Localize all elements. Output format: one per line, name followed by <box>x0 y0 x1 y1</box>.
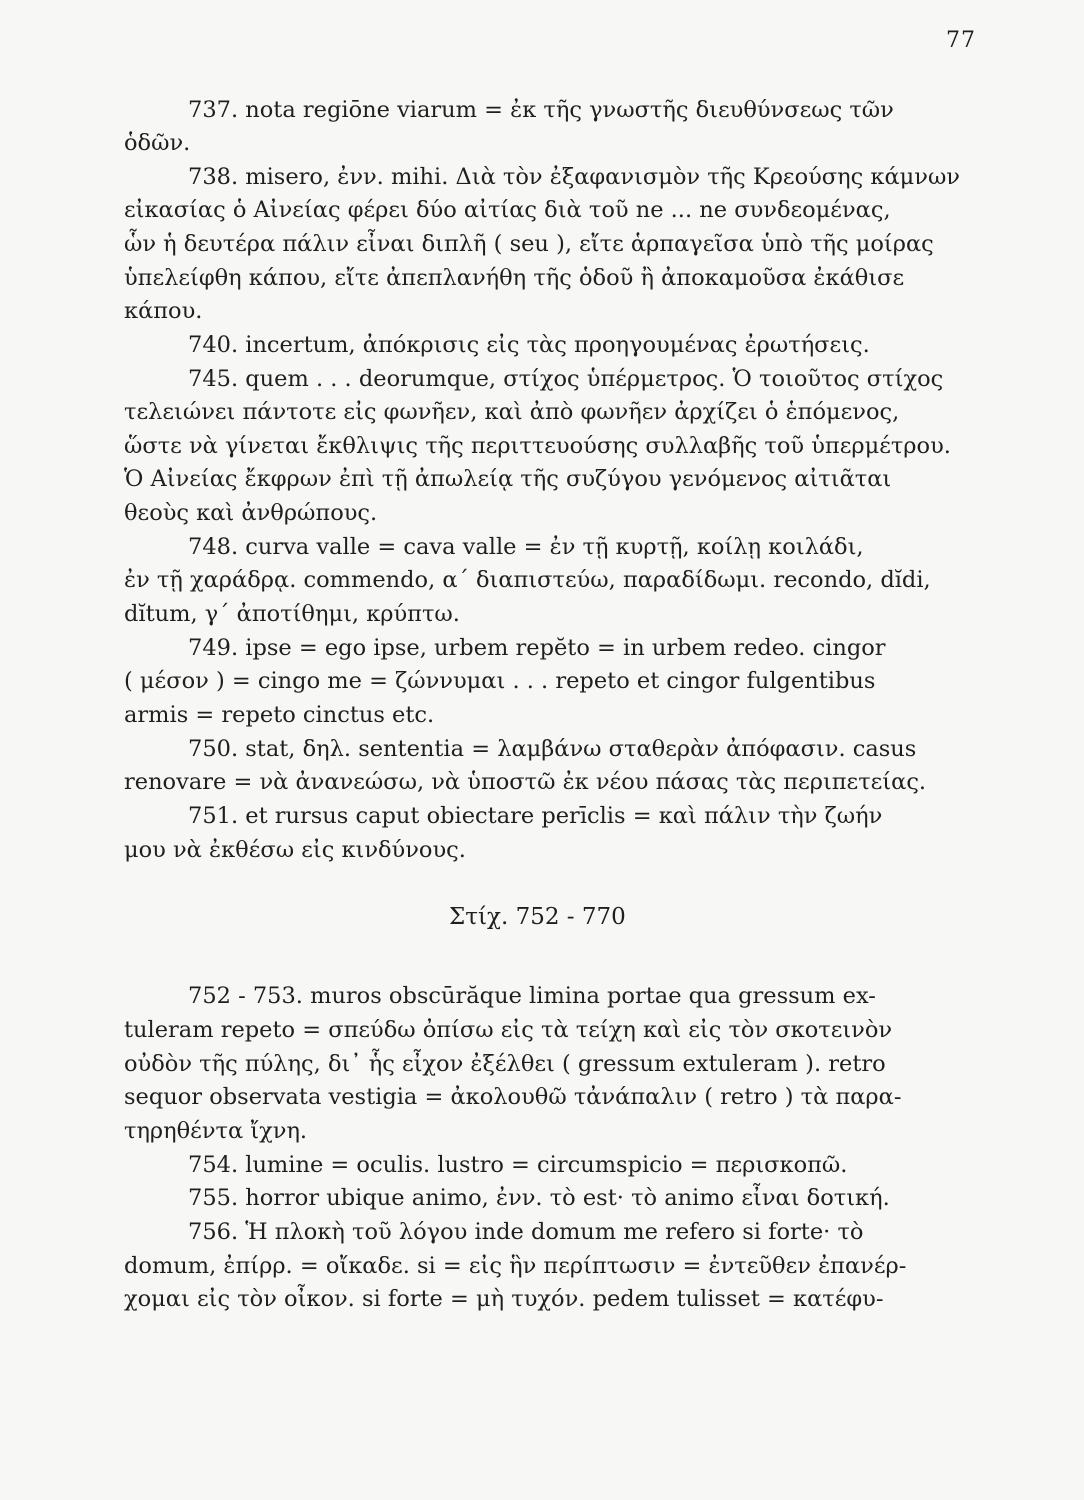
section-heading: Στίχ. 752 - 770 <box>449 904 626 930</box>
commentary-line: sequor observata vestigia = ἀκολουθῶ τἀνάπαλιν ( retro ) τὰ παρα- <box>124 1084 902 1110</box>
commentary-line: τηρηθέντα ἴχνη. <box>124 1118 308 1144</box>
commentary-line: ἐν τῇ χαράδρᾳ. commendo, α΄ διαπιστεύω, παραδίδωμι. recondo, dĭdi, <box>124 567 931 593</box>
commentary-line: 756. Ἡ πλοκὴ τοῦ λόγου inde domum me refero si forte· τὸ <box>188 1219 864 1245</box>
commentary-line: οὐδὸν τῆς πύλης, δι᾽ ἧς εἶχον ἐξέλθει ( gressum extuleram ). retro <box>124 1051 886 1077</box>
commentary-line: 749. ipse = ego ipse, urbem repĕto = in urbem redeo. cingor <box>188 635 886 661</box>
commentary-line: 755. horror ubique animo, ἐνν. τὸ est· τὸ animo εἶναι δοτική. <box>188 1185 890 1211</box>
commentary-line: Ὁ Αἰνείας ἔκφρων ἐπὶ τῇ ἀπωλείᾳ τῆς συζύγου γενόμενος αἰτιᾶται <box>124 466 892 492</box>
commentary-line: armis = repeto cinctus etc. <box>124 702 435 728</box>
commentary-line: 750. stat, δηλ. sententia = λαμβάνω σταθερὰν ἀπόφασιν. casus <box>188 736 917 762</box>
commentary-line: renovare = νὰ ἀνανεώσω, νὰ ὑποστῶ ἐκ νέου πάσας τὰς περιπετείας. <box>124 769 927 795</box>
commentary-line: 740. incertum, ἀπόκρισις εἰς τὰς προηγουμένας ἐρωτήσεις. <box>188 332 870 358</box>
commentary-line: ὧν ἡ δευτέρα πάλιν εἶναι διπλῆ ( seu ), εἴτε ἁρπαγεῖσα ὑπὸ τῆς μοίρας <box>124 231 934 257</box>
commentary-line: 745. quem . . . deorumque, στίχος ὑπέρμετρος. Ὁ τοιοῦτος στίχος <box>188 366 944 392</box>
commentary-line: ὥστε νὰ γίνεται ἔκθλιψις τῆς περιττευούσης συλλαβῆς τοῦ ὑπερμέτρου. <box>124 433 951 459</box>
commentary-line: domum, ἐπίρρ. = οἴκαδε. si = εἰς ἣν περίπτωσιν = ἐντεῦθεν ἐπανέρ- <box>124 1253 907 1279</box>
commentary-line: ὑπελείφθη κάπου, εἴτε ἀπεπλανήθη τῆς ὁδοῦ ἢ ἀποκαμοῦσα ἐκάθισε <box>124 265 905 291</box>
commentary-line: dĭtum, γ΄ ἀποτίθημι, κρύπτω. <box>124 601 460 627</box>
commentary-line: χομαι εἰς τὸν οἶκον. si forte = μὴ τυχόν. pedem tulisset = κατέφυ- <box>124 1286 884 1312</box>
commentary-line: ( μέσον ) = cingo me = ζώννυμαι . . . repeto et cingor fulgentibus <box>124 668 876 694</box>
commentary-line: τελειώνει πάντοτε εἰς φωνῆεν, καὶ ἀπὸ φωνῆεν ἀρχίζει ὁ ἑπόμενος, <box>124 399 900 425</box>
commentary-line: 748. curva valle = cava valle = ἐν τῇ κυρτῇ, κοίλῃ κοιλάδι, <box>188 534 864 560</box>
commentary-line: κάπου. <box>124 298 203 324</box>
commentary-line: 751. et rursus caput obiectare perīclis = καὶ πάλιν τὴν ζωήν <box>188 803 883 829</box>
commentary-line: 754. lumine = oculis. lustro = circumspicio = περισκοπῶ. <box>188 1152 848 1178</box>
commentary-line: ὁδῶν. <box>124 130 191 156</box>
commentary-line: tuleram repeto = σπεύδω ὀπίσω εἰς τὰ τείχη καὶ εἰς τὸν σκοτεινὸν <box>124 1017 893 1043</box>
commentary-line: εἰκασίας ὁ Αἰνείας φέρει δύο αἰτίας διὰ τοῦ ne ... ne συνδεομένας, <box>124 197 891 223</box>
page-number: 77 <box>946 28 976 53</box>
commentary-line: θεοὺς καὶ ἀνθρώπους. <box>124 500 378 526</box>
commentary-line: μου νὰ ἐκθέσω εἰς κινδύνους. <box>124 837 466 863</box>
commentary-line: 737. nota regiōne viarum = ἐκ τῆς γνωστῆς διευθύνσεως τῶν <box>188 97 894 123</box>
commentary-line: 738. misero, ἐνν. mihi. Διὰ τὸν ἐξαφανισμὸν τῆς Κρεούσης κάμνων <box>188 164 960 190</box>
commentary-line: 752 - 753. muros obscūrăque limina portae qua gressum ex- <box>188 983 876 1009</box>
